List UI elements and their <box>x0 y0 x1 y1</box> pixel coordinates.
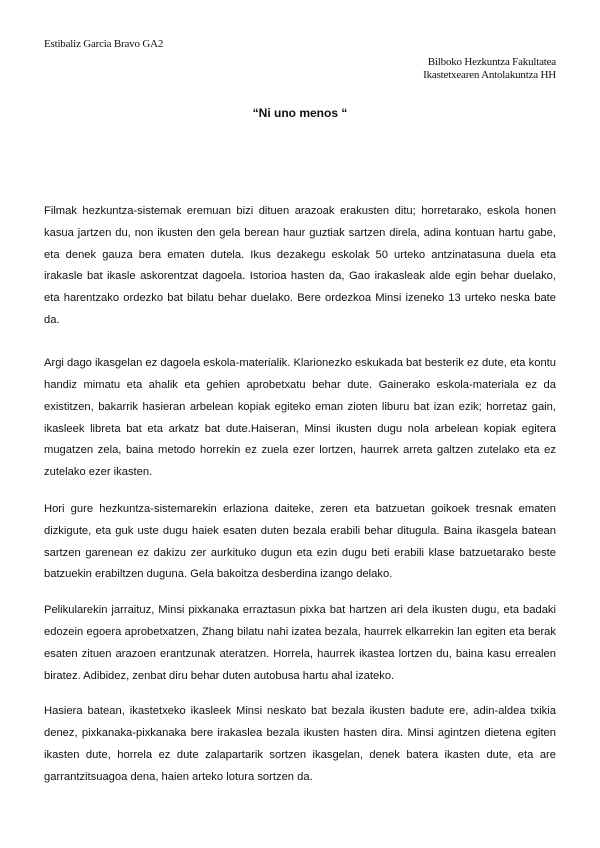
paragraph-3: Hori gure hezkuntza-sistemarekin erlaziona daiteke, zeren eta batzuetan goikoek tresnak ematen dizkigute, eta guk uste dugu haiek esaten duten bezala erabili behar ditugula. Baina ikasgela batean sartzen garenean ez dakizu zer aurkituko dugun eta ezin dugu beti erabili klase batzuetarako beste batzuekin erabiltzen duguna. Gela bakoitza desberdina izango delako. <box>44 503 556 581</box>
paragraph-1: Filmak hezkuntza-sistemak eremuan bizi dituen arazoak erakusten ditu; horretarako, eskola honen kasua jartzen du, non ikusten den gela berean haur guztiak sartzen direla, adina kontuan hartu gabe, eta denek gauza bera ematen dutela. Ikus dezakegu eskolak 50 urteko antzinatasuna duela eta irakasle bat ikasle askorentzat dagoela. Istorioa hasten da, Gao irakasleak alde egin behar duelako, eta harentzako ordezko bat bilatu behar duelako. Bere ordezkoa Minsi izeneko 13 urteko neska bate da. <box>44 205 556 326</box>
document-body <box>44 201 556 810</box>
affiliation-block <box>423 56 556 82</box>
document-title: “Ni uno menos “ <box>252 106 348 120</box>
paragraph-5: Hasiera batean, ikastetxeko ikasleek Minsi neskato bat bezala ikusten badute ere, adin-aldea txikia denez, pixkanaka-pixkanaka bere irakaslea bezala ikusten hasten dira. Minsi agintzen dietena egiten ikasten dute, horrela ez dute zalapartarik sortzen ikasgelan, denek batera ikasten dute, eta are garrantzitsuagoa dena, haien arteko lotura sortzen da. <box>44 705 556 783</box>
author-name: Estibaliz Garcia Bravo GA2 <box>44 38 164 50</box>
course-name: Ikastetxearen Antolakuntza HH <box>423 69 556 81</box>
paragraph-4: Pelikularekin jarraituz, Minsi pixkanaka erraztasun pixka bat hartzen ari dela ikusten dugu, eta badaki edozein egoera aprobetxatzen, Zhang bilatu nahi izatea bezala, haurrek elkarrekin lan egiten eta berak esaten zituen arazoen erantzunak ateratzen. Horrela, haurrek ikastea lortzen du, baina kasu errealen biratez. Adibidez, zenbat diru behar duten autobusa hartu ahal izateko. <box>44 604 556 682</box>
paragraph-2: Argi dago ikasgelan ez dagoela eskola-materialik. Klarionezko eskukada bat besterik ez dute, eta kontu handiz mimatu eta ahalik eta gehien aprobetxatu behar dute. Gainerako eskola-materiala ez da existitzen, bakarrik hasieran arbelean kopiak egiteko eman zioten liburu bat izan ezik; horretaz gain, ikasleek libreta bat eta arkatz bat dute.Haiseran, Minsi ikusten dugu nola arbelean kopiak egitera mugatzen zela, baina metodo horrekin ez zuela ezer lortzen, haurrek arreta galtzen zutelako eta ez zutelako ezer ikasten. <box>44 357 556 479</box>
faculty-name: Bilboko Hezkuntza Fakultatea <box>427 56 556 68</box>
